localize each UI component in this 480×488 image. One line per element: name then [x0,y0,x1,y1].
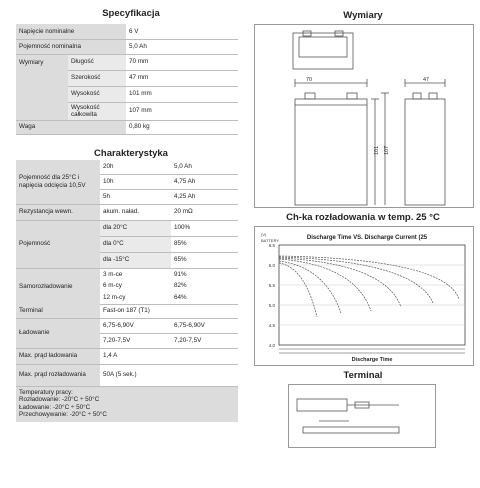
wymiary-title: Wymiary [343,10,383,21]
poj-b: 85% [171,236,238,252]
cap-a: 20h [100,160,171,174]
spec-label: Napięcie nominalne [16,24,126,39]
y-tick-label: 6.0 [268,263,275,268]
terminal-drawing [288,384,436,448]
spec-value: 5,0 Ah [126,39,238,54]
front-view-outline [295,99,367,205]
y-tick-label: 4.5 [268,323,275,328]
curve-1 [279,263,317,317]
poj-a: dla 20°C [100,220,171,236]
dim-70-label: 70 [306,77,313,83]
poj-a: dla -15°C [100,252,171,268]
terminal-title: Terminal [343,370,383,381]
dim-value: 70 mm [126,54,238,70]
dim-107-label: 107 [384,145,390,155]
side-view-outline [405,99,445,205]
poj-b: 65% [171,252,238,268]
dim-value: 107 mm [126,102,238,120]
spec-table [16,24,238,135]
poj-a: dla 0°C [100,236,171,252]
cap-b: 4,75 Ah [171,174,238,189]
term-label: Terminal [16,304,100,318]
samo-b: 64% [171,292,238,304]
samo-a: 3 m-ce [100,268,171,280]
waga-label: Waga [16,120,126,134]
res-label: Rezystancja wewn. [16,204,100,220]
cap-label: Pojemność dla 25°C i napięcia odcięcia 10,5V [16,160,100,204]
temps-block [16,386,238,422]
dim-label: Wysokość [68,86,126,102]
y-tick-label: 5.5 [268,283,275,288]
y-unit-label: (V) [261,232,267,237]
terminal-svg [289,385,435,447]
dim-label: Szerokość [68,70,126,86]
samo-a: 12 m-cy [100,292,171,304]
res-b: 20 mΩ [171,204,238,220]
cap-b: 5,0 Ah [171,160,238,174]
samo-a: 6 m-cy [100,280,171,292]
char-title: Charakterystyka [94,148,168,159]
char-table [16,160,238,422]
y-tick-label: 4.0 [268,343,275,348]
discharge-svg [255,227,473,365]
dim-value: 47 mm [126,70,238,86]
maxroz-label: Max. prąd rozładowania [16,364,100,386]
maxroz-value: 50A (5 sek.) [100,364,238,386]
lad-label: Ładowanie [16,318,100,348]
dimensions-drawing [254,24,474,208]
temps-line: Rozładowanie: -20°C ÷ 50°C [19,396,100,403]
lad-b: 6,75-6,90V [171,318,238,333]
samo-label: Samorozładowanie [16,268,100,304]
top-view-outline [293,33,353,69]
y-tick-label: 5.0 [268,303,275,308]
spec-label: Pojemność nominalna [16,39,126,54]
poj-label: Pojemność [16,220,100,268]
x-axis-label: Discharge Time [351,357,393,363]
lad-b: 7,20-7,5V [171,333,238,348]
dims-label: Wymiary [16,54,68,120]
dim-label: Długość [68,54,126,70]
dim-47-label: 47 [423,77,430,83]
spec-value: 6 V [126,24,238,39]
cap-b: 4,25 Ah [171,189,238,204]
term-value: Fast-on 187 (T1) [100,304,238,318]
poj-b: 100% [171,220,238,236]
temps-line: Temperatury pracy: [19,388,73,396]
y-tick-label: 6.5 [268,243,275,248]
dim-value: 101 mm [126,86,238,102]
cap-a: 10h [100,174,171,189]
maxlad-label: Max. prąd ładowania [16,348,100,364]
chart-title-label: Discharge Time VS. Discharge Current (25 [306,235,428,241]
y-axis-label: BATTERY [261,238,280,243]
discharge-title: Ch-ka rozładowania w temp. 25 °C [286,212,440,223]
res-a: akum. naład. [100,204,171,220]
dimensions-svg [255,25,473,207]
lad-a: 6,75-6,90V [100,318,171,333]
samo-b: 82% [171,280,238,292]
temps-line: Ładowanie: -20°C ÷ 50°C [19,403,91,411]
maxlad-value: 1,4 A [100,348,238,364]
discharge-chart [254,226,474,366]
cap-a: 5h [100,189,171,204]
spec-title: Specyfikacja [102,8,160,19]
temps-line: Przechowywanie: -20°C ÷ 50°C [19,411,107,418]
curve-5 [279,257,433,303]
lad-a: 7,20-7,5V [100,333,171,348]
waga-value: 0,80 kg [126,120,238,134]
samo-b: 91% [171,268,238,280]
dim-101-label: 101 [374,145,380,155]
dim-label: Wysokość całkowita [68,102,126,120]
